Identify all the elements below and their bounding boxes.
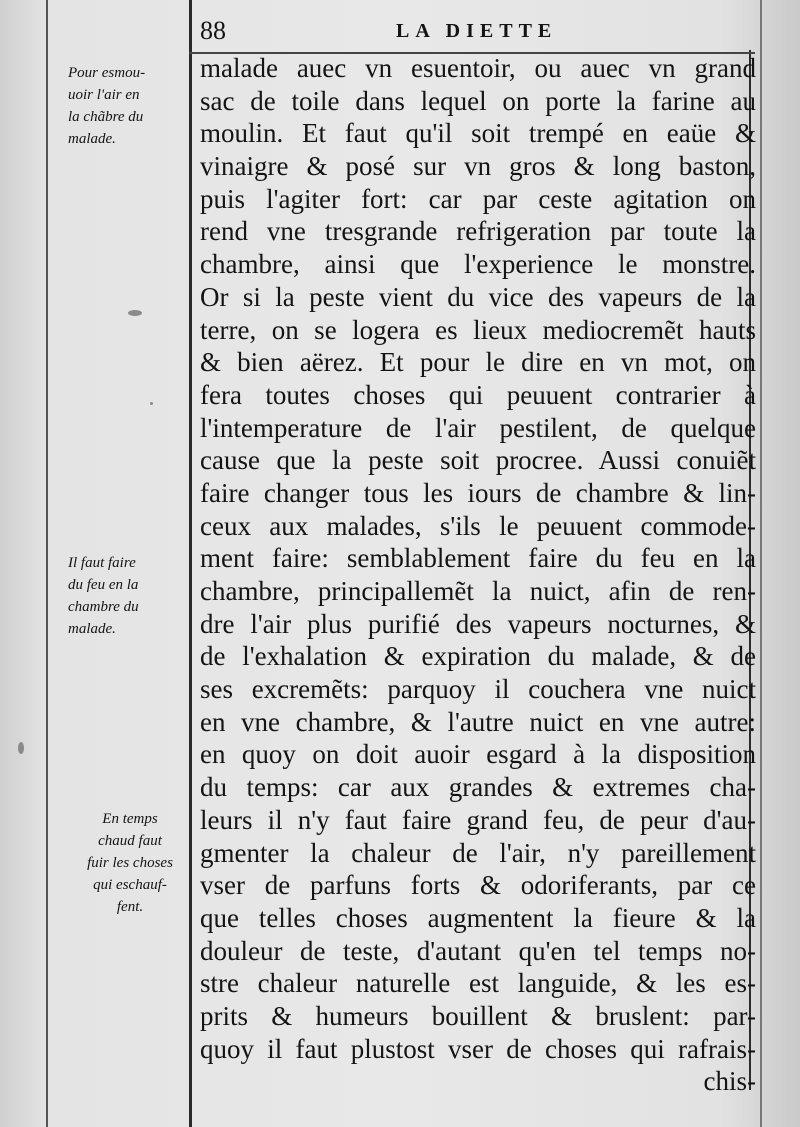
margin-note-line: qui eschauf-: [93, 877, 167, 893]
text-line: vinaigre & posé sur vn gros & long baston,: [200, 151, 756, 182]
text-line: du temps: car aux grandes & extremes cha-: [200, 772, 756, 803]
margin-note-line: Il faut faire: [68, 555, 136, 571]
text-line: vser de parfuns forts & odoriferants, par ce: [200, 870, 756, 901]
text-line: l'intemperature de l'air pestilent, de quelque: [200, 412, 756, 443]
margin-note-line: fuir les choses: [87, 855, 173, 871]
ink-speck: [150, 402, 153, 405]
margin-note-line: chambre du: [68, 599, 139, 615]
page-edge-rule: [760, 0, 762, 1127]
page-header: [200, 16, 750, 52]
text-line: chambre, ainsi que l'experience le monstre.: [200, 249, 756, 280]
ink-speck: [128, 310, 142, 316]
text-line: chambre, principallemẽt la nuict, afin de ren-: [200, 576, 756, 606]
margin-note-line: malade.: [68, 621, 116, 637]
margin-note-line: du feu en la: [68, 577, 139, 593]
text-line: faire changer tous les iours de chambre & lin-: [200, 477, 756, 508]
margin-note-fire: [68, 552, 192, 640]
text-line: Or si la peste vient du vice des vapeurs de la: [200, 281, 756, 312]
left-edge-rule: [46, 0, 48, 1127]
text-line: chis-: [703, 1066, 756, 1097]
text-line: en vne chambre, & l'autre nuict en vne autre:: [200, 706, 756, 737]
margin-note-line: la chãbre du: [68, 109, 144, 125]
margin-note-line: malade.: [68, 131, 116, 147]
running-head: LA DIETTE: [396, 20, 558, 42]
text-line: ses excremẽts: parquoy il couchera vne nuict: [200, 674, 756, 705]
text-line: gmenter la chaleur de l'air, n'y pareillement: [200, 837, 756, 868]
text-line: en quoy on doit auoir esgard à la disposition: [200, 739, 756, 770]
margin-note-line: uoir l'air en: [68, 87, 140, 103]
text-line: ceux aux malades, s'ils le peuuent commode-: [200, 510, 756, 541]
text-line: de l'exhalation & expiration du malade, & de: [200, 641, 756, 672]
text-line: que telles choses augmentent la fieure & la: [200, 902, 756, 933]
text-line: quoy il faut plustost vser de choses qui rafrais-: [200, 1033, 756, 1064]
main-text-column: [200, 52, 756, 1098]
text-line: leurs il n'y faut faire grand feu, de peur d'au-: [200, 804, 756, 835]
text-line: puis l'agiter fort: car par ceste agitation on: [200, 183, 756, 214]
text-line: stre chaleur naturelle est languide, & les es-: [200, 968, 756, 999]
margin-note-heat: [68, 808, 192, 918]
text-line: douleur de teste, d'autant qu'en tel temps no-: [200, 935, 756, 966]
page-number: 88: [200, 16, 226, 45]
ink-speck: [18, 742, 24, 754]
text-line: fera toutes choses qui peuuent contrarier à: [200, 379, 756, 410]
text-line: rend vne tresgrande refrigeration par toute la: [200, 216, 756, 247]
text-line: prits & humeurs bouillent & bruslent: par-: [200, 1000, 756, 1031]
text-line: terre, on se logera es lieux mediocremẽt hauts: [200, 314, 756, 345]
text-line: cause que la peste soit procree. Aussi conuiẽt: [200, 445, 756, 476]
text-line: moulin. Et faut qu'il soit trempé en eaüe &: [200, 118, 756, 149]
text-line: dre l'air plus purifié des vapeurs nocturnes, &: [200, 608, 756, 639]
margin-note-line: Pour esmou-: [68, 65, 146, 81]
text-line: & bien aërez. Et pour le dire en vn mot, on: [200, 347, 756, 378]
margin-note-line: chaud faut: [98, 833, 162, 849]
margin-note-air: [68, 62, 192, 150]
text-line: malade auec vn esuentoir, ou auec vn grand: [200, 53, 756, 83]
margin-note-line: fent.: [116, 899, 144, 915]
text-line: sac de toile dans lequel on porte la farine au: [200, 85, 756, 116]
margin-note-line: En temps: [102, 811, 158, 827]
text-line: ment faire: semblablement faire du feu en la: [200, 543, 756, 574]
